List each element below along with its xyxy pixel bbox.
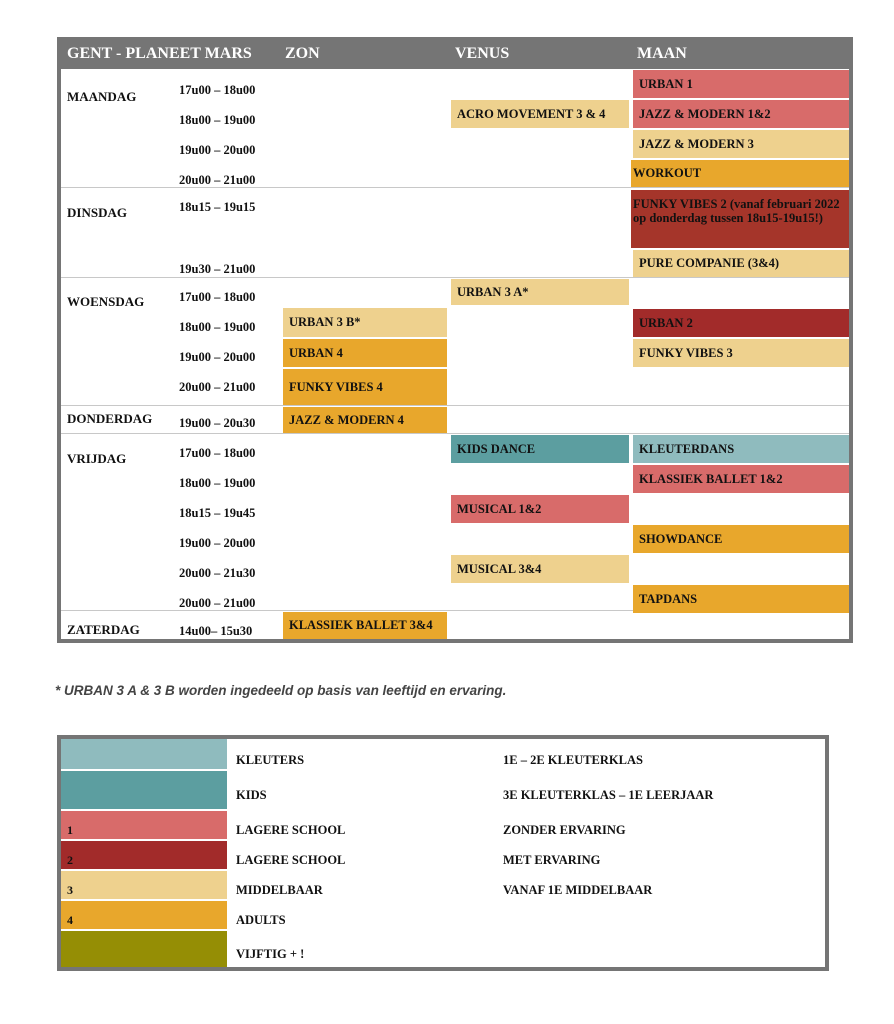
time-slot: 20u00 – 21u00 [179,380,256,394]
day-zaterdag: ZATERDAG [67,622,140,637]
class-cell: ACRO MOVEMENT 3 & 4 [451,100,629,128]
schedule-body [61,69,849,639]
class-cell: WORKOUT [631,160,849,187]
legend-number: 1 [67,823,73,837]
time-slot: 18u15 – 19u45 [179,506,256,520]
header-location: GENT - PLANEET MARS [67,45,252,62]
schedule-table [57,37,853,643]
time-slot: 17u00 – 18u00 [179,290,256,304]
legend-label: LAGERE SCHOOL [236,853,346,867]
day-dinsdag: DINSDAG [67,205,127,220]
footnote: * URBAN 3 A & 3 B worden ingedeeld op basis van leeftijd en ervaring. [55,683,507,698]
class-cell: FUNKY VIBES 4 [283,369,447,405]
legend-description: VANAF 1E MIDDELBAAR [503,883,653,897]
class-cell: URBAN 4 [283,339,447,367]
legend-description: MET ERVARING [503,853,601,867]
class-cell: JAZZ & MODERN 1&2 [633,100,849,128]
legend-description: ZONDER ERVARING [503,823,626,837]
header-maan: MAAN [637,45,687,62]
time-slot: 19u00 – 20u00 [179,143,256,157]
legend-swatch-lagere-2 [61,841,227,869]
day-maandag: MAANDAG [67,89,137,104]
class-cell: URBAN 1 [633,70,849,98]
class-cell: FUNKY VIBES 3 [633,339,849,367]
class-cell: MUSICAL 1&2 [451,495,629,523]
time-slot: 19u00 – 20u00 [179,350,256,364]
time-slot: 17u00 – 18u00 [179,83,256,97]
legend-number: 3 [67,883,73,897]
class-cell: JAZZ & MODERN 3 [633,130,849,158]
time-slot: 18u00 – 19u00 [179,476,256,490]
legend-swatch-middelbaar [61,871,227,899]
class-cell: KLASSIEK BALLET 3&4 [283,612,447,639]
legend-label: LAGERE SCHOOL [236,823,346,837]
class-cell: PURE COMPANIE (3&4) [633,250,849,277]
row-separator [61,277,849,278]
class-cell: URBAN 3 A* [451,279,629,305]
legend-description: 3E KLEUTERKLAS – 1E LEERJAAR [503,788,714,802]
day-woensdag: WOENSDAG [67,294,145,309]
header-venus: VENUS [455,45,510,62]
class-cell: MUSICAL 3&4 [451,555,629,583]
time-slot: 19u00 – 20u30 [179,416,256,430]
class-cell: KIDS DANCE [451,435,629,463]
legend-label: VIJFTIG + ! [236,947,305,961]
class-cell: TAPDANS [633,585,849,613]
legend-swatch-kids [61,771,227,809]
legend-swatch-adults [61,901,227,929]
class-cell: SHOWDANCE [633,525,849,553]
row-separator [61,433,849,434]
class-cell: JAZZ & MODERN 4 [283,407,447,433]
row-separator [61,405,849,406]
class-cell: KLASSIEK BALLET 1&2 [633,465,849,493]
time-slot: 14u00– 15u30 [179,624,253,638]
class-cell: URBAN 2 [633,309,849,337]
time-slot: 17u00 – 18u00 [179,446,256,460]
legend-label: KLEUTERS [236,753,305,767]
time-slot: 20u00 – 21u00 [179,173,256,187]
day-donderdag: DONDERDAG [67,411,153,426]
time-slot: 19u00 – 20u00 [179,536,256,550]
class-cell: FUNKY VIBES 2 (vanaf februari 2022 op donderdag tussen 18u15-19u15!) [631,190,849,248]
class-cell: URBAN 3 B* [283,308,447,337]
day-vrijdag: VRIJDAG [67,451,127,466]
time-slot: 18u00 – 19u00 [179,320,256,334]
legend-number: 4 [67,913,73,927]
class-cell: KLEUTERDANS [633,435,849,463]
legend-label: KIDS [236,788,267,802]
legend [57,735,829,971]
legend-description: 1E – 2E KLEUTERKLAS [503,753,643,767]
header-zon: ZON [285,45,320,62]
time-slot: 20u00 – 21u30 [179,566,256,580]
time-slot: 18u00 – 19u00 [179,113,256,127]
legend-label: MIDDELBAAR [236,883,323,897]
legend-swatch-vijftig [61,931,227,967]
legend-swatch-lagere-1 [61,811,227,839]
legend-swatch-kleuters [61,739,227,769]
legend-label: ADULTS [236,913,286,927]
legend-number: 2 [67,853,73,867]
time-slot: 18u15 – 19u15 [179,200,256,214]
time-slot: 20u00 – 21u00 [179,596,256,610]
time-slot: 19u30 – 21u00 [179,262,256,276]
